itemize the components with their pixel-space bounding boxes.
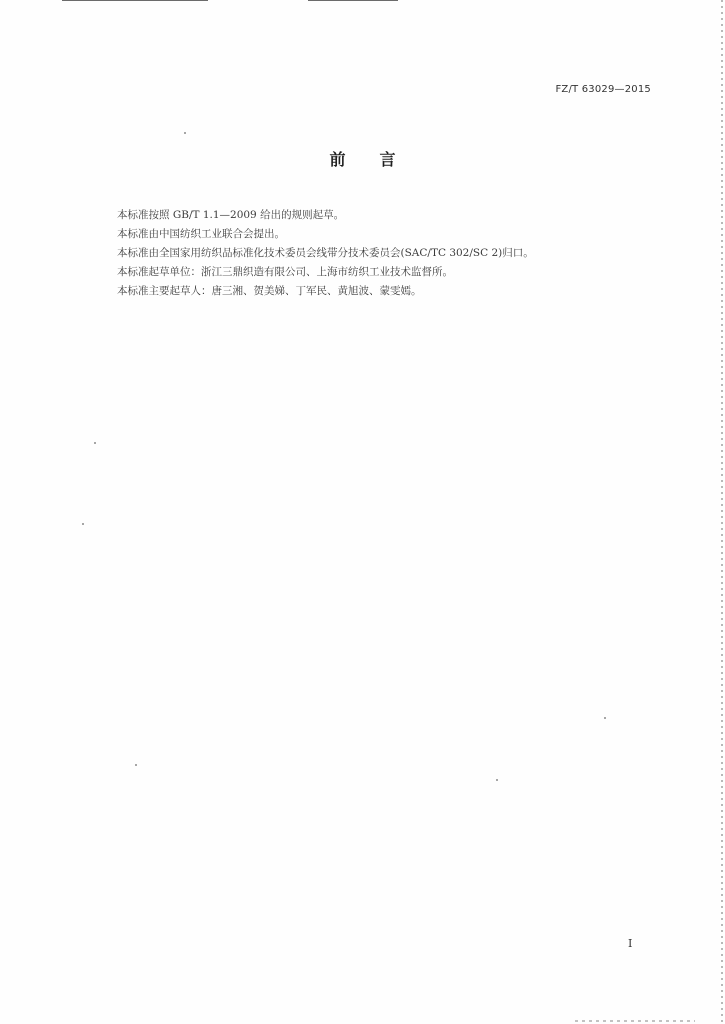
- scan-speck: [184, 132, 186, 134]
- scan-speck: [135, 764, 137, 766]
- scan-speck: [496, 779, 498, 781]
- foreword-paragraph: 本标准由全国家用纺织品标准化技术委员会线带分技术委员会(SAC/TC 302/SC 2)归口。: [117, 247, 534, 259]
- foreword-paragraph: 本标准由中国纺织工业联合会提出。: [117, 228, 285, 240]
- scan-bottom-noise: [575, 1020, 695, 1022]
- scan-speck: [82, 523, 84, 525]
- foreword-paragraph: 本标准起草单位：浙江三鼎织造有限公司、上海市纺织工业技术监督所。: [117, 266, 453, 278]
- page-title: 前言: [329, 150, 430, 169]
- scan-speck: [94, 442, 96, 444]
- scan-speck: [604, 717, 606, 719]
- scan-top-rule: [62, 0, 208, 1]
- scan-top-rule: [308, 0, 398, 1]
- page-number: I: [628, 937, 633, 950]
- standard-number: FZ/T 63029—2015: [555, 84, 651, 95]
- foreword-body: [117, 206, 657, 301]
- foreword-paragraph: 本标准按照 GB/T 1.1—2009 给出的规则起草。: [117, 209, 345, 221]
- foreword-paragraph: 本标准主要起草人：唐三湘、贺美娣、丁军民、黄旭波、蒙雯嫣。: [117, 285, 422, 297]
